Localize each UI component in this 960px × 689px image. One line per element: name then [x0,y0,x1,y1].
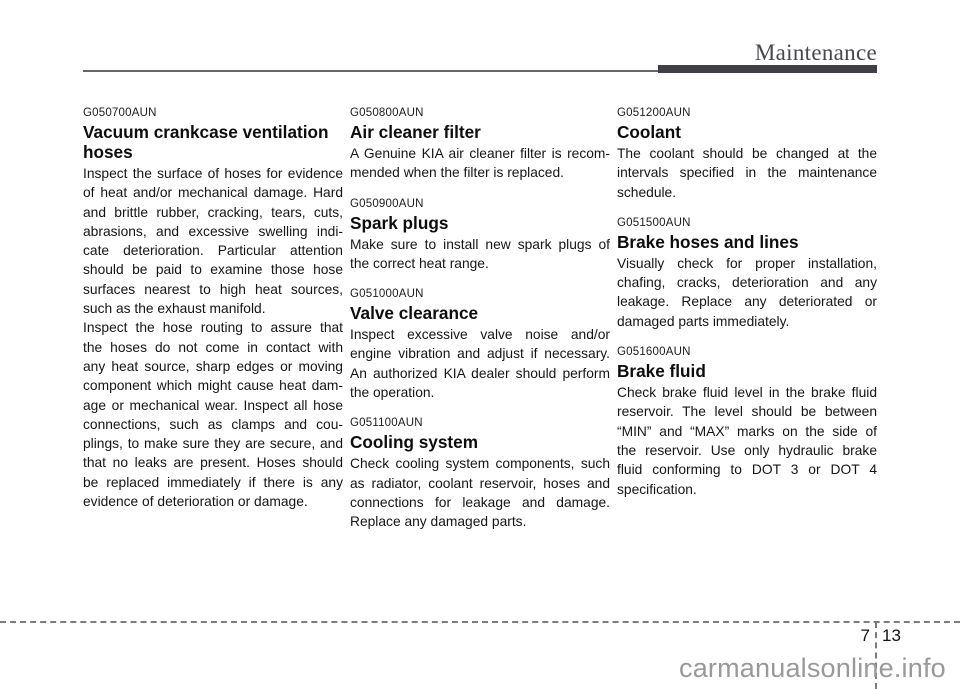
text-line: as radiator, coolant reservoir, hoses and [350,475,610,491]
text-line: the operation. [350,385,435,401]
text-line: be replaced immediately if there is any [83,474,343,490]
text-line: “MIN” and “MAX” marks on the side of [617,423,877,439]
section-brake-fluid [617,345,877,499]
section-paragraph [350,325,610,402]
text-line: leakage. Replace any deteriorated or [617,294,877,310]
section-vacuum-crankcase-ventilation-hoses [83,106,343,511]
text-line: the reservoir. Use only hydraulic brake [617,442,877,458]
text-line: connections, such as clamps and cou- [83,416,343,432]
section-code: G051500AUN [617,216,691,229]
section-paragraph [617,144,877,202]
section-code: G050700AUN [83,107,157,119]
section-heading: Brake fluid [617,361,706,382]
section-paragraph [350,235,610,274]
section-paragraph [350,454,610,531]
section-heading: Spark plugs [350,212,449,233]
text-line: age or mechanical wear. Inspect all hose [83,397,343,413]
text-line: cate deterioration. Particular attention [83,243,343,259]
section-paragraph [350,144,610,183]
text-line: any heat source, sharp edges or moving [83,358,343,374]
column-1 [83,106,343,532]
text-line: abrasions, and excessive swelling indi- [83,223,343,239]
text-line: that no leaks are present. Hoses should [83,455,343,471]
text-line: connections for leakage and damage. [350,494,610,510]
text-line: of heat and/or mechanical damage. Hard [83,185,343,201]
section-valve-clearance [350,287,610,402]
column-2 [350,106,610,532]
chapter-title: Maintenance [754,40,877,65]
section-heading: Brake hoses and lines [617,231,799,252]
text-line: intervals specified in the maintenance [617,165,877,181]
text-line: Replace any damaged parts. [350,514,527,530]
section-heading: Cooling system [350,432,478,453]
section-heading: Coolant [617,122,681,142]
text-line: chafing, cracks, deterioration and any [617,275,877,291]
section-coolant [617,106,877,202]
column-3 [617,106,877,532]
text-line: the hoses do not come in contact with [83,339,343,355]
chapter-number: 7 [860,626,870,645]
page-number: 13 [882,626,901,645]
section-paragraph [617,254,877,331]
text-line: should be paid to examine those hose [83,262,343,278]
text-line: The coolant should be changed at the [617,146,877,161]
section-paragraph [617,383,877,499]
section-heading: Air cleaner filter [350,122,481,142]
section-paragraph [83,164,343,318]
text-line: An authorized KIA dealer should perform [350,365,610,381]
text-line: the correct heat range. [350,255,489,271]
watermark-text: carmanualsonline.info [679,653,946,683]
section-code: G051000AUN [350,288,424,301]
text-line: Inspect excessive valve noise and/or [350,327,610,343]
text-line: such as the exhaust manifold. [83,301,266,317]
text-line: schedule. [617,184,677,200]
text-line: Visually check for proper installation, [617,255,877,271]
text-line: reservoir. The level should be between [617,404,877,420]
section-spark-plugs [350,197,610,274]
text-line: damaged parts immediately. [617,313,790,329]
section-brake-hoses-and-lines [617,216,877,331]
text-line: specification. [617,481,697,497]
section-code: G051600AUN [617,346,691,359]
text-line: Inspect the hose routing to assure that [83,320,343,336]
text-line: component which might cause heat dam- [83,378,343,394]
section-code: G051100AUN [350,417,423,430]
section-heading: Vacuum crankcase ventilation hoses [83,122,329,162]
text-line: A Genuine KIA air cleaner filter is recom- [350,146,610,161]
section-code: G050900AUN [350,197,424,210]
page-content [83,106,877,532]
text-line: plings, to make sure they are secure, and [83,436,343,452]
text-line: engine vibration and adjust if necessary. [350,346,610,362]
section-air-cleaner-filter [350,106,610,183]
text-line: Inspect the surface of hoses for evidence [83,166,343,181]
footer-dashed-rule [0,621,960,623]
text-line: Check brake fluid level in the brake fluid [617,385,877,401]
text-line: Make sure to install new spark plugs of [350,236,610,252]
text-line: Check cooling system components, such [350,456,610,472]
text-line: evidence of deterioration or damage. [83,494,308,510]
header-rule-thick [658,65,877,73]
section-paragraph [83,318,343,511]
text-line: fluid conforming to DOT 3 or DOT 4 [617,462,877,478]
text-line: mended when the filter is replaced. [350,165,564,181]
section-heading: Valve clearance [350,303,479,324]
text-line: surfaces nearest to high heat sources, [83,281,343,297]
section-code: G050800AUN [350,107,424,119]
section-cooling-system [350,416,610,531]
text-line: and brittle rubber, cracking, tears, cuts, [83,204,343,220]
section-code: G051200AUN [617,107,691,119]
